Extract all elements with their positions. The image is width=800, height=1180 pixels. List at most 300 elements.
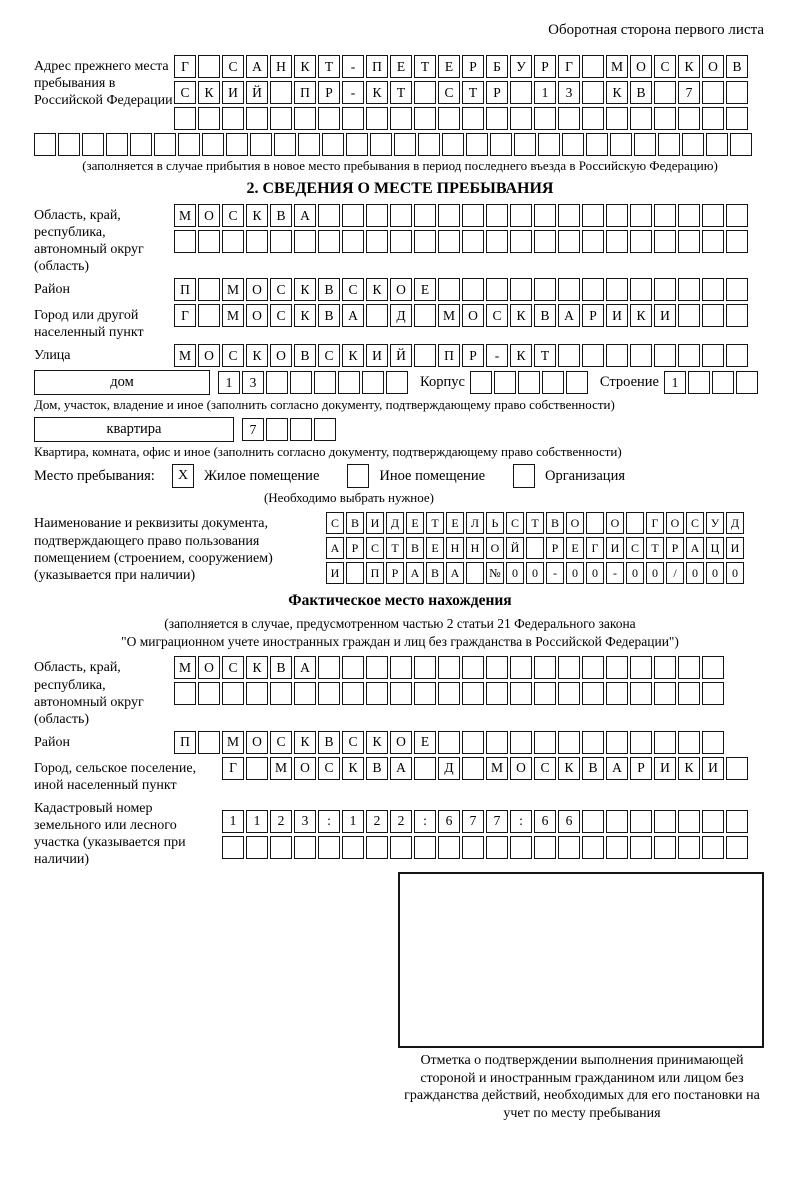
char-box[interactable]: [178, 133, 200, 156]
char-box[interactable]: [510, 204, 532, 227]
char-box[interactable]: [630, 682, 652, 705]
char-box[interactable]: В: [546, 512, 564, 534]
char-box[interactable]: [582, 204, 604, 227]
char-box[interactable]: К: [342, 757, 364, 780]
char-box[interactable]: А: [446, 562, 464, 584]
char-box[interactable]: К: [246, 656, 268, 679]
char-box[interactable]: В: [346, 512, 364, 534]
char-box[interactable]: [370, 133, 392, 156]
char-box[interactable]: С: [626, 537, 644, 559]
char-box[interactable]: [558, 204, 580, 227]
char-box[interactable]: 7: [462, 810, 484, 833]
char-box[interactable]: [486, 278, 508, 301]
char-box[interactable]: Б: [486, 55, 508, 78]
char-box[interactable]: [438, 107, 460, 130]
char-box[interactable]: [726, 278, 748, 301]
char-box[interactable]: С: [222, 55, 244, 78]
char-box[interactable]: Н: [466, 537, 484, 559]
char-box[interactable]: [346, 133, 368, 156]
char-box[interactable]: К: [342, 344, 364, 367]
char-box[interactable]: [486, 230, 508, 253]
char-box[interactable]: [606, 230, 628, 253]
char-box[interactable]: [510, 278, 532, 301]
char-box[interactable]: [414, 344, 436, 367]
char-box[interactable]: [510, 682, 532, 705]
char-box[interactable]: Р: [346, 537, 364, 559]
char-box[interactable]: А: [246, 55, 268, 78]
char-box[interactable]: М: [174, 204, 196, 227]
char-box[interactable]: [414, 81, 436, 104]
char-box[interactable]: [726, 304, 748, 327]
char-box[interactable]: [270, 682, 292, 705]
char-box[interactable]: Т: [646, 537, 664, 559]
char-box[interactable]: [726, 836, 748, 859]
char-box[interactable]: [342, 682, 364, 705]
char-box[interactable]: К: [678, 757, 700, 780]
char-box[interactable]: 2: [270, 810, 292, 833]
char-box[interactable]: 7: [242, 418, 264, 441]
char-box[interactable]: [702, 344, 724, 367]
char-box[interactable]: [534, 230, 556, 253]
char-box[interactable]: 1: [664, 371, 686, 394]
char-box[interactable]: Ь: [486, 512, 504, 534]
char-box[interactable]: [174, 230, 196, 253]
char-box[interactable]: [294, 230, 316, 253]
char-box[interactable]: Ц: [706, 537, 724, 559]
char-box[interactable]: [678, 731, 700, 754]
char-box[interactable]: -: [546, 562, 564, 584]
char-box[interactable]: [702, 81, 724, 104]
char-box[interactable]: [606, 836, 628, 859]
char-box[interactable]: К: [678, 55, 700, 78]
char-box[interactable]: 6: [438, 810, 460, 833]
char-box[interactable]: [314, 371, 336, 394]
char-box[interactable]: С: [506, 512, 524, 534]
char-box[interactable]: [654, 656, 676, 679]
char-box[interactable]: [266, 371, 288, 394]
char-box[interactable]: [462, 278, 484, 301]
char-box[interactable]: О: [270, 344, 292, 367]
char-box[interactable]: [202, 133, 224, 156]
char-box[interactable]: [246, 107, 268, 130]
char-box[interactable]: Й: [246, 81, 268, 104]
char-box[interactable]: О: [246, 304, 268, 327]
char-box[interactable]: 3: [242, 371, 264, 394]
char-box[interactable]: В: [366, 757, 388, 780]
char-box[interactable]: К: [510, 344, 532, 367]
char-box[interactable]: Г: [646, 512, 664, 534]
char-box[interactable]: [438, 278, 460, 301]
char-box[interactable]: А: [406, 562, 424, 584]
char-box[interactable]: [582, 656, 604, 679]
char-box[interactable]: Е: [390, 55, 412, 78]
char-box[interactable]: [366, 230, 388, 253]
char-box[interactable]: [462, 656, 484, 679]
char-box[interactable]: [630, 810, 652, 833]
char-box[interactable]: С: [222, 204, 244, 227]
char-box[interactable]: Р: [534, 55, 556, 78]
char-box[interactable]: О: [198, 344, 220, 367]
char-box[interactable]: [654, 810, 676, 833]
char-box[interactable]: К: [198, 81, 220, 104]
char-box[interactable]: [678, 656, 700, 679]
char-box[interactable]: [582, 81, 604, 104]
char-box[interactable]: [654, 81, 676, 104]
char-box[interactable]: В: [294, 344, 316, 367]
char-box[interactable]: Р: [666, 537, 684, 559]
char-box[interactable]: [654, 278, 676, 301]
char-box[interactable]: Т: [526, 512, 544, 534]
char-box[interactable]: У: [706, 512, 724, 534]
char-box[interactable]: [390, 204, 412, 227]
char-box[interactable]: Р: [546, 537, 564, 559]
char-box[interactable]: [726, 230, 748, 253]
char-box[interactable]: [34, 133, 56, 156]
char-box[interactable]: 0: [626, 562, 644, 584]
char-box[interactable]: [438, 230, 460, 253]
char-box[interactable]: [558, 682, 580, 705]
char-box[interactable]: 6: [534, 810, 556, 833]
char-box[interactable]: [702, 278, 724, 301]
char-box[interactable]: [606, 731, 628, 754]
char-box[interactable]: [390, 230, 412, 253]
char-box[interactable]: С: [318, 344, 340, 367]
char-box[interactable]: [486, 836, 508, 859]
char-box[interactable]: [702, 836, 724, 859]
char-box[interactable]: [462, 682, 484, 705]
char-box[interactable]: К: [366, 278, 388, 301]
char-box[interactable]: [438, 204, 460, 227]
char-box[interactable]: [562, 133, 584, 156]
char-box[interactable]: №: [486, 562, 504, 584]
char-box[interactable]: М: [270, 757, 292, 780]
char-box[interactable]: [678, 278, 700, 301]
char-box[interactable]: 0: [566, 562, 584, 584]
char-box[interactable]: [558, 836, 580, 859]
char-box[interactable]: [298, 133, 320, 156]
char-box[interactable]: [346, 562, 364, 584]
char-box[interactable]: С: [342, 731, 364, 754]
char-box[interactable]: [198, 278, 220, 301]
char-box[interactable]: Л: [466, 512, 484, 534]
char-box[interactable]: [414, 682, 436, 705]
char-box[interactable]: [318, 682, 340, 705]
char-box[interactable]: А: [342, 304, 364, 327]
char-box[interactable]: М: [438, 304, 460, 327]
char-box[interactable]: А: [326, 537, 344, 559]
char-box[interactable]: 0: [586, 562, 604, 584]
char-box[interactable]: Т: [390, 81, 412, 104]
char-box[interactable]: С: [270, 278, 292, 301]
char-box[interactable]: [582, 810, 604, 833]
char-box[interactable]: [318, 656, 340, 679]
char-box[interactable]: [390, 656, 412, 679]
char-box[interactable]: А: [390, 757, 412, 780]
char-box[interactable]: [270, 230, 292, 253]
char-box[interactable]: Н: [270, 55, 292, 78]
char-box[interactable]: [586, 133, 608, 156]
char-box[interactable]: И: [366, 344, 388, 367]
char-box[interactable]: -: [342, 55, 364, 78]
checkbox-residential[interactable]: X: [172, 464, 194, 488]
char-box[interactable]: [246, 682, 268, 705]
char-box[interactable]: [366, 836, 388, 859]
char-box[interactable]: Р: [486, 81, 508, 104]
char-box[interactable]: [462, 757, 484, 780]
char-box[interactable]: [342, 656, 364, 679]
char-box[interactable]: [394, 133, 416, 156]
char-box[interactable]: [678, 107, 700, 130]
char-box[interactable]: Е: [566, 537, 584, 559]
char-box[interactable]: [582, 230, 604, 253]
char-box[interactable]: [630, 230, 652, 253]
char-box[interactable]: [438, 656, 460, 679]
char-box[interactable]: [486, 682, 508, 705]
char-box[interactable]: [390, 836, 412, 859]
char-box[interactable]: [414, 204, 436, 227]
char-box[interactable]: М: [174, 344, 196, 367]
char-box[interactable]: [534, 278, 556, 301]
char-box[interactable]: [462, 836, 484, 859]
char-box[interactable]: С: [270, 731, 292, 754]
char-box[interactable]: М: [222, 278, 244, 301]
char-box[interactable]: Р: [462, 55, 484, 78]
char-box[interactable]: [462, 230, 484, 253]
char-box[interactable]: 1: [342, 810, 364, 833]
char-box[interactable]: [582, 344, 604, 367]
char-box[interactable]: В: [318, 278, 340, 301]
char-box[interactable]: [534, 204, 556, 227]
char-box[interactable]: [246, 757, 268, 780]
char-box[interactable]: Т: [534, 344, 556, 367]
char-box[interactable]: [294, 836, 316, 859]
char-box[interactable]: Г: [586, 537, 604, 559]
char-box[interactable]: К: [246, 204, 268, 227]
char-box[interactable]: Г: [174, 55, 196, 78]
char-box[interactable]: О: [246, 731, 268, 754]
char-box[interactable]: С: [318, 757, 340, 780]
char-box[interactable]: Д: [390, 304, 412, 327]
char-box[interactable]: [558, 656, 580, 679]
char-box[interactable]: [702, 204, 724, 227]
char-box[interactable]: Е: [426, 537, 444, 559]
char-box[interactable]: В: [426, 562, 444, 584]
char-box[interactable]: В: [582, 757, 604, 780]
char-box[interactable]: [414, 230, 436, 253]
char-box[interactable]: [386, 371, 408, 394]
char-box[interactable]: С: [270, 304, 292, 327]
char-box[interactable]: [582, 682, 604, 705]
char-box[interactable]: [342, 836, 364, 859]
char-box[interactable]: В: [726, 55, 748, 78]
char-box[interactable]: П: [294, 81, 316, 104]
char-box[interactable]: И: [366, 512, 384, 534]
char-box[interactable]: [250, 133, 272, 156]
char-box[interactable]: [678, 810, 700, 833]
char-box[interactable]: И: [654, 304, 676, 327]
char-box[interactable]: С: [222, 344, 244, 367]
char-box[interactable]: [174, 682, 196, 705]
char-box[interactable]: [534, 836, 556, 859]
char-box[interactable]: [726, 81, 748, 104]
char-box[interactable]: [510, 107, 532, 130]
char-box[interactable]: [490, 133, 512, 156]
char-box[interactable]: Й: [390, 344, 412, 367]
char-box[interactable]: [558, 344, 580, 367]
char-box[interactable]: [606, 107, 628, 130]
char-box[interactable]: [438, 682, 460, 705]
char-box[interactable]: Г: [174, 304, 196, 327]
char-box[interactable]: И: [726, 537, 744, 559]
char-box[interactable]: [630, 107, 652, 130]
char-box[interactable]: [222, 107, 244, 130]
char-box[interactable]: С: [534, 757, 556, 780]
char-box[interactable]: [338, 371, 360, 394]
char-box[interactable]: И: [654, 757, 676, 780]
char-box[interactable]: [630, 278, 652, 301]
char-box[interactable]: [274, 133, 296, 156]
char-box[interactable]: [626, 512, 644, 534]
char-box[interactable]: [702, 656, 724, 679]
char-box[interactable]: [198, 304, 220, 327]
char-box[interactable]: 0: [686, 562, 704, 584]
char-box[interactable]: [654, 344, 676, 367]
char-box[interactable]: И: [702, 757, 724, 780]
char-box[interactable]: К: [294, 278, 316, 301]
char-box[interactable]: [510, 656, 532, 679]
char-box[interactable]: Р: [582, 304, 604, 327]
char-box[interactable]: В: [406, 537, 424, 559]
char-box[interactable]: А: [558, 304, 580, 327]
char-box[interactable]: [438, 731, 460, 754]
char-box[interactable]: [726, 107, 748, 130]
char-box[interactable]: [222, 836, 244, 859]
char-box[interactable]: [198, 55, 220, 78]
char-box[interactable]: С: [174, 81, 196, 104]
char-box[interactable]: О: [246, 278, 268, 301]
char-box[interactable]: [266, 418, 288, 441]
char-box[interactable]: [366, 304, 388, 327]
char-box[interactable]: [558, 107, 580, 130]
char-box[interactable]: Д: [386, 512, 404, 534]
char-box[interactable]: [606, 344, 628, 367]
char-box[interactable]: [318, 107, 340, 130]
char-box[interactable]: [702, 682, 724, 705]
char-box[interactable]: В: [270, 656, 292, 679]
char-box[interactable]: Е: [414, 278, 436, 301]
char-box[interactable]: О: [198, 204, 220, 227]
char-box[interactable]: [82, 133, 104, 156]
char-box[interactable]: О: [462, 304, 484, 327]
char-box[interactable]: [630, 836, 652, 859]
char-box[interactable]: [542, 371, 564, 394]
char-box[interactable]: 0: [646, 562, 664, 584]
char-box[interactable]: [736, 371, 758, 394]
char-box[interactable]: 0: [526, 562, 544, 584]
char-box[interactable]: Е: [438, 55, 460, 78]
char-box[interactable]: [606, 682, 628, 705]
char-box[interactable]: [470, 371, 492, 394]
char-box[interactable]: [366, 656, 388, 679]
char-box[interactable]: [726, 757, 748, 780]
char-box[interactable]: [174, 107, 196, 130]
char-box[interactable]: И: [606, 537, 624, 559]
char-box[interactable]: [534, 656, 556, 679]
char-box[interactable]: [462, 107, 484, 130]
char-box[interactable]: Р: [318, 81, 340, 104]
char-box[interactable]: 2: [366, 810, 388, 833]
char-box[interactable]: [366, 682, 388, 705]
char-box[interactable]: [702, 304, 724, 327]
char-box[interactable]: П: [174, 278, 196, 301]
char-box[interactable]: 1: [218, 371, 240, 394]
char-box[interactable]: И: [606, 304, 628, 327]
char-box[interactable]: [654, 230, 676, 253]
char-box[interactable]: [318, 836, 340, 859]
char-box[interactable]: В: [270, 204, 292, 227]
char-box[interactable]: [678, 204, 700, 227]
char-box[interactable]: Т: [386, 537, 404, 559]
char-box[interactable]: Т: [426, 512, 444, 534]
char-box[interactable]: [678, 682, 700, 705]
char-box[interactable]: [442, 133, 464, 156]
char-box[interactable]: [534, 682, 556, 705]
char-box[interactable]: К: [510, 304, 532, 327]
char-box[interactable]: [418, 133, 440, 156]
char-box[interactable]: Т: [414, 55, 436, 78]
char-box[interactable]: М: [222, 304, 244, 327]
char-box[interactable]: [414, 304, 436, 327]
char-box[interactable]: Н: [446, 537, 464, 559]
char-box[interactable]: [318, 230, 340, 253]
char-box[interactable]: 0: [706, 562, 724, 584]
char-box[interactable]: [702, 230, 724, 253]
char-box[interactable]: [294, 107, 316, 130]
char-box[interactable]: [466, 562, 484, 584]
char-box[interactable]: [702, 107, 724, 130]
char-box[interactable]: К: [294, 731, 316, 754]
char-box[interactable]: О: [566, 512, 584, 534]
char-box[interactable]: 7: [486, 810, 508, 833]
char-box[interactable]: 3: [294, 810, 316, 833]
char-box[interactable]: Г: [558, 55, 580, 78]
char-box[interactable]: [654, 204, 676, 227]
char-box[interactable]: 2: [390, 810, 412, 833]
char-box[interactable]: [342, 230, 364, 253]
char-box[interactable]: [390, 682, 412, 705]
char-box[interactable]: [270, 81, 292, 104]
char-box[interactable]: [538, 133, 560, 156]
char-box[interactable]: К: [246, 344, 268, 367]
char-box[interactable]: [606, 204, 628, 227]
char-box[interactable]: [702, 810, 724, 833]
char-box[interactable]: О: [606, 512, 624, 534]
char-box[interactable]: [222, 230, 244, 253]
char-box[interactable]: [558, 278, 580, 301]
char-box[interactable]: О: [702, 55, 724, 78]
char-box[interactable]: П: [366, 562, 384, 584]
char-box[interactable]: [510, 230, 532, 253]
char-box[interactable]: О: [390, 731, 412, 754]
char-box[interactable]: [726, 344, 748, 367]
char-box[interactable]: Д: [726, 512, 744, 534]
char-box[interactable]: :: [414, 810, 436, 833]
char-box[interactable]: [712, 371, 734, 394]
char-box[interactable]: [366, 107, 388, 130]
char-box[interactable]: [558, 731, 580, 754]
char-box[interactable]: [270, 836, 292, 859]
char-box[interactable]: Т: [462, 81, 484, 104]
